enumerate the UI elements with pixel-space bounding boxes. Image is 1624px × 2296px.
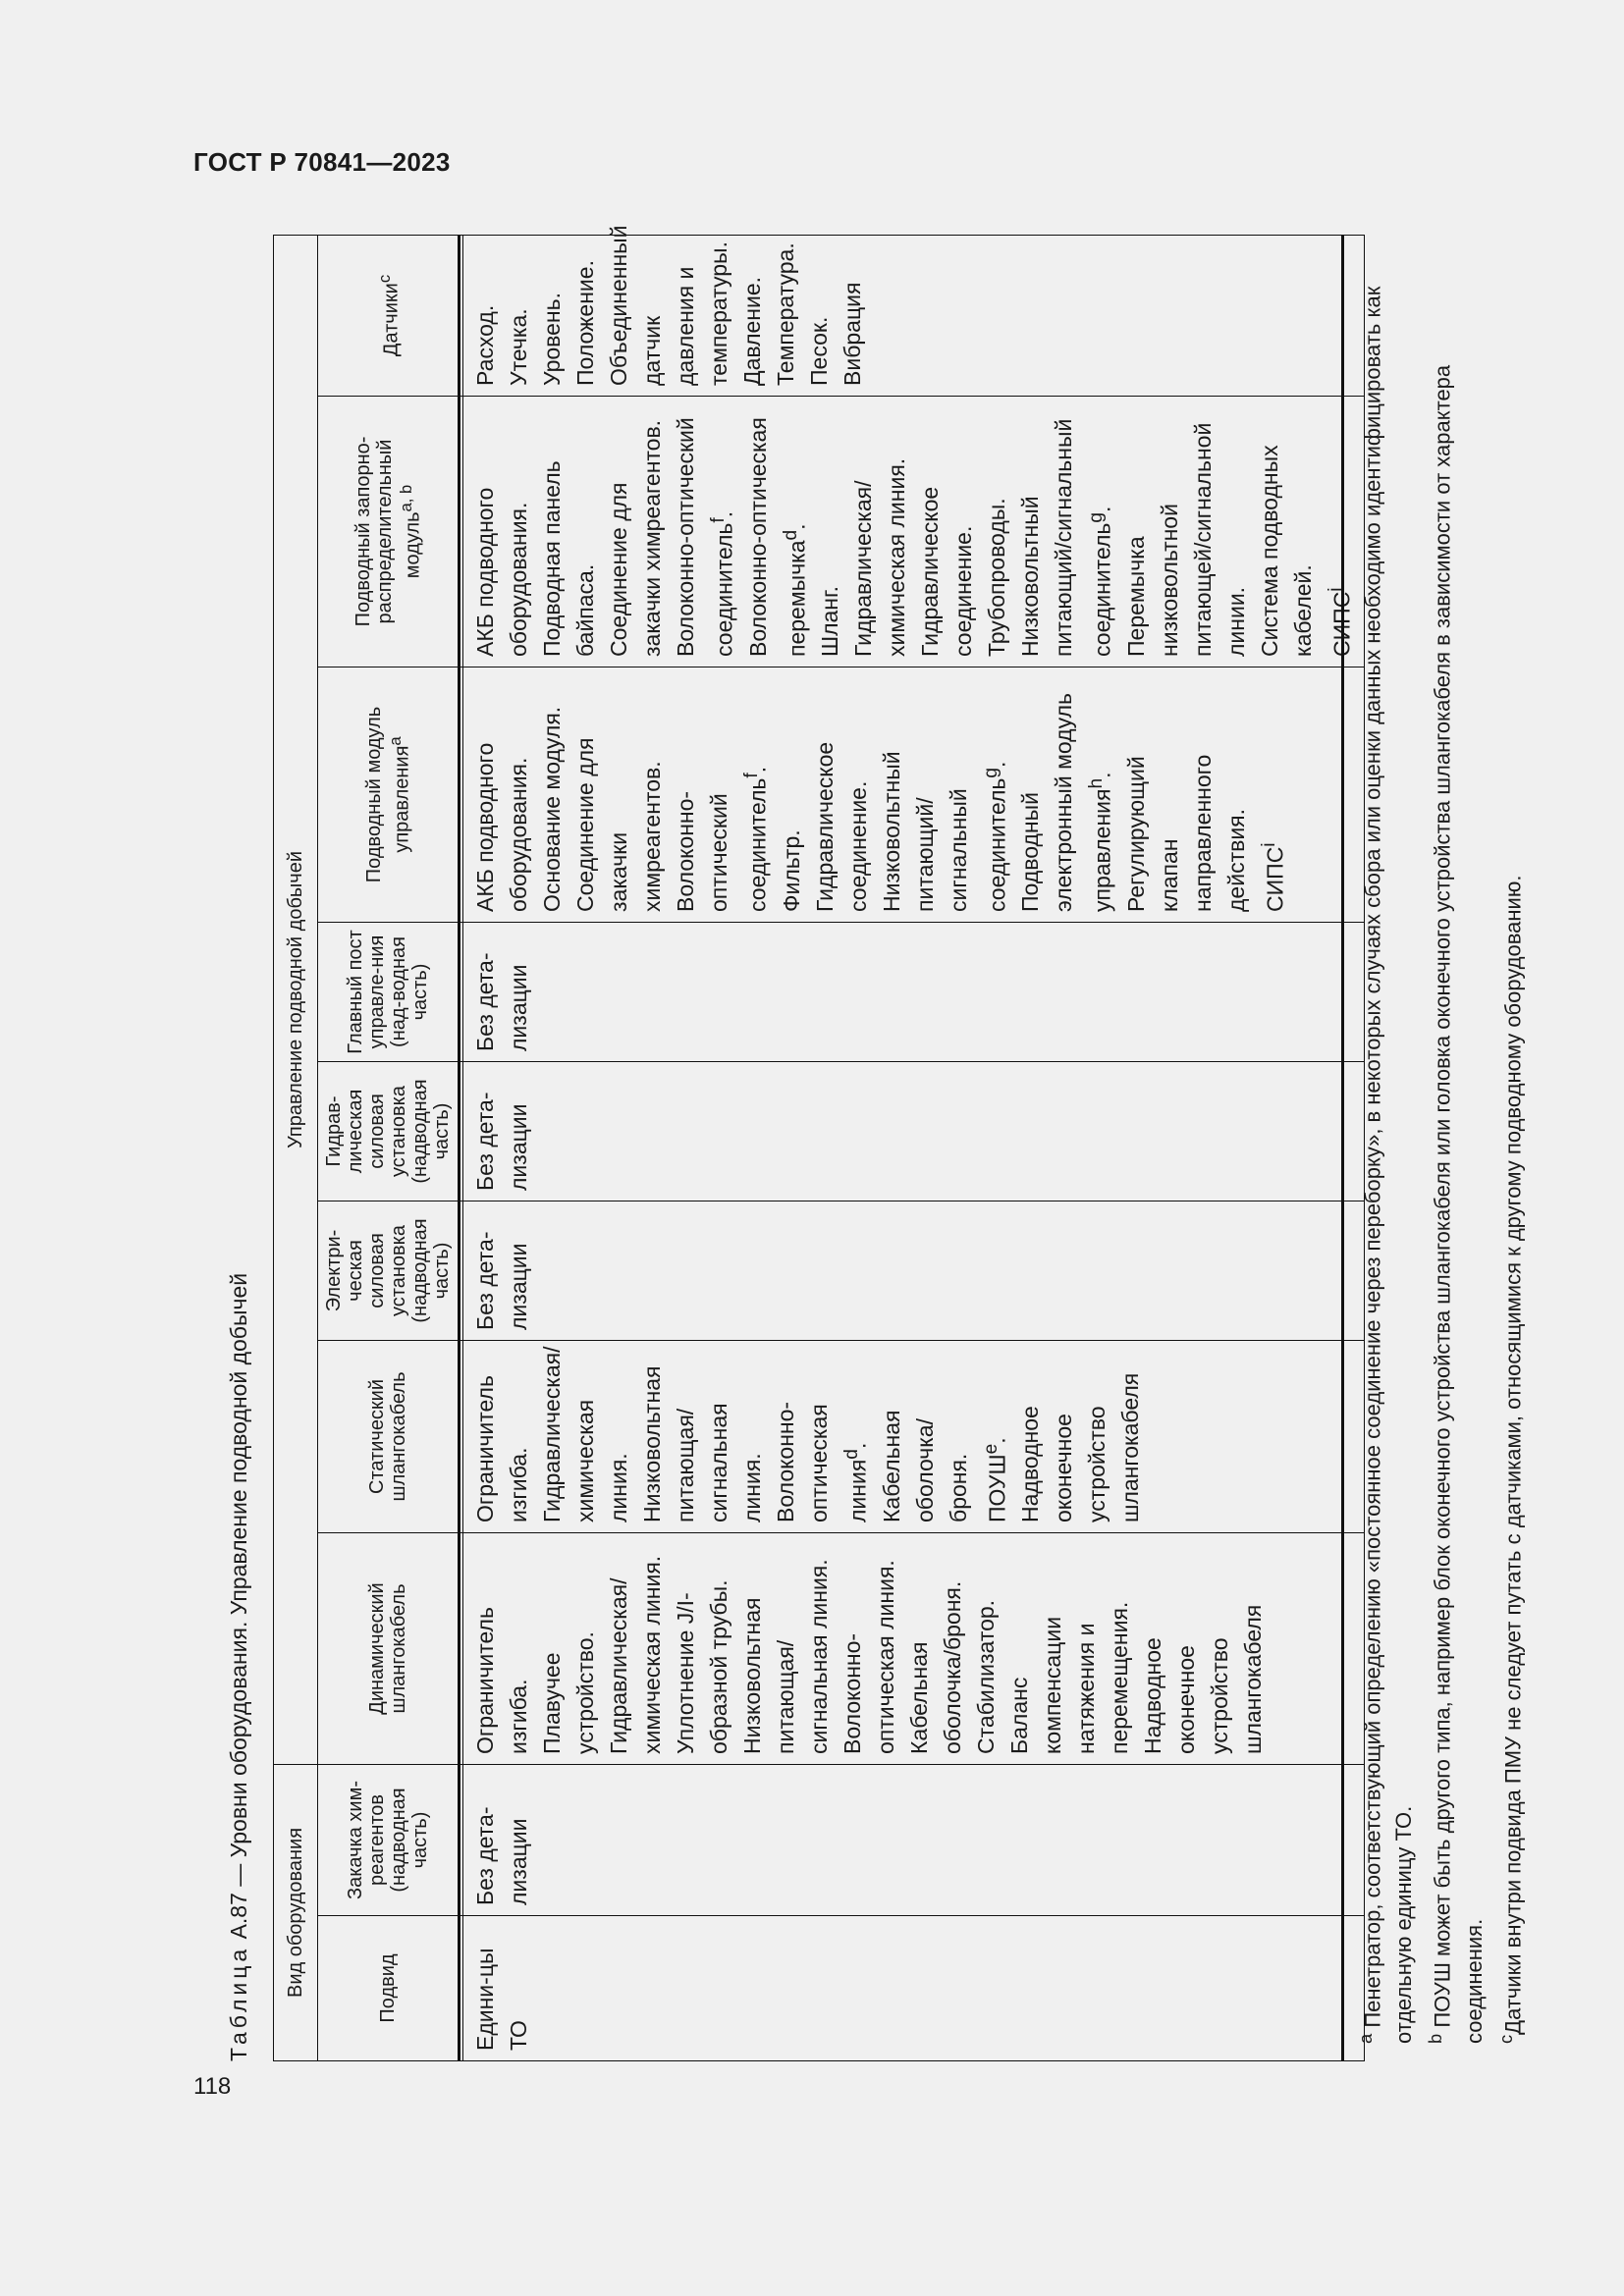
footnote-b: $^b$ ПОУШ может быть другого типа, например блок оконечного устройства шлангокабеля или головка оконечного устройства шлангокабеля в зависимости от характера соединения. xyxy=(1425,364,1487,2044)
cell-chem-injection: Без дета-лизации xyxy=(463,1764,1365,1915)
cell-subtype: Едини-цы ТО xyxy=(463,1916,1365,2061)
page-number: 118 xyxy=(193,2073,232,2100)
cell-main-control-post: Без дета-лизации xyxy=(463,922,1365,1061)
cell-sensors: Расход. Утечка. Уровень. Положение. Объединенный датчик давления и температуры. Давление. Температура. Песок. Вибрация xyxy=(463,235,1365,396)
table-caption xyxy=(226,226,261,2061)
caption-prefix: Таблица xyxy=(226,1945,251,2061)
equipment-levels-table xyxy=(273,225,1365,2061)
col-chem-injection: Закачка хим-реагентов (надводная часть) xyxy=(318,1764,460,1915)
footnote-c: $^c$Датчики внутри подвида ПМУ не следует путать с датчиками, относящимися к другому подводному оборудованию. xyxy=(1494,875,1525,2044)
col-electric-power-unit: Электри-ческая силовая установка (надводная часть) xyxy=(318,1201,460,1340)
col-subsea-distribution-unit: Подводный запорно-распределительный модуль$^{a, b}$ xyxy=(318,396,460,667)
table-footnotes xyxy=(1341,236,1529,2061)
group-subsea-control: Управление подводной добычей xyxy=(274,235,318,1764)
table-row xyxy=(463,235,1365,2060)
col-sensors: Датчики$^c$ xyxy=(318,235,460,396)
footnote-a: $^a$ Пенетратор, соответствующий определению «постоянное соединение через переборку», в некоторых случаях сбора или оценки данных необходимо идентифицировать как отдельную единицу ТО. xyxy=(1355,286,1417,2044)
col-static-umbilical: Статический шлангокабель xyxy=(318,1340,460,1532)
document-code: ГОСТ Р 70841—2023 xyxy=(193,147,451,177)
cell-dynamic-umbilical: Ограничитель изгиба. Плавучее устройство. Гидравлическая/химическая линия. Уплотнение J/I-образной трубы. Низковольтная питающая/сигнальная линия. Волоконно-оптическая линия. Кабельная оболочка/броня. Стабилизатор. Баланс компенсации натяжения и перемещения. Надводное оконечное устройство шлангокабеля xyxy=(463,1532,1365,1764)
cell-static-umbilical: Ограничитель изгиба. Гидравлическая/химическая линия. Низковольтная питающая/сигнальная линия. Волоконно-оптическая линия$^d$. Кабельная оболочка/броня. ПОУШ$^e$. Надводное оконечное устройство шлангокабеля xyxy=(463,1340,1365,1532)
cell-subsea-control-module: АКБ подводного оборудования. Основание модуля. Соединение для закачки химреагентов. Волоконно-оптический соединитель$^f$. Фильтр. Гидравлическое соединение. Низковольтный питающий/сигнальный соединитель$^g$. Подводный электронный модуль управления$^h$. Регулирующий клапан направленного действия. СИПС$^i$ xyxy=(463,667,1365,922)
caption-title: А.87 — Уровни оборудования. Управление подводной добычей xyxy=(226,1272,251,1940)
rotated-table-area xyxy=(226,225,1525,2061)
col-subtype: Подвид xyxy=(318,1916,460,2061)
col-dynamic-umbilical: Динамический шлангокабель xyxy=(318,1532,460,1764)
cell-electric-power-unit: Без дета-лизации xyxy=(463,1201,1365,1340)
col-hydraulic-power-unit: Гидрав-лическая силовая установка (надводная часть) xyxy=(318,1061,460,1201)
col-subsea-control-module: Подводный модуль управления$^a$ xyxy=(318,667,460,922)
col-main-control-post: Главный пост управле-ния (над-водная часть) xyxy=(318,922,460,1061)
cell-hydraulic-power-unit: Без дета-лизации xyxy=(463,1061,1365,1201)
group-equipment-type: Вид оборудования xyxy=(274,1764,318,2060)
cell-subsea-distribution-unit: АКБ подводного оборудования. Подводная панель байпаса. Соединение для закачки химреагентов. Волоконно-оптический соединитель$^f$. Волоконно-оптическая перемычка$^d$. Шланг. Гидравлическая/химическая линия. Гидравлическое соединение. Трубопроводы. Низковольтный питающий/сигнальный соединитель$^g$. Перемычка низковольтной питающей/сигнальной линии. Система подводных кабелей. СИПС$^i$ xyxy=(463,396,1365,667)
